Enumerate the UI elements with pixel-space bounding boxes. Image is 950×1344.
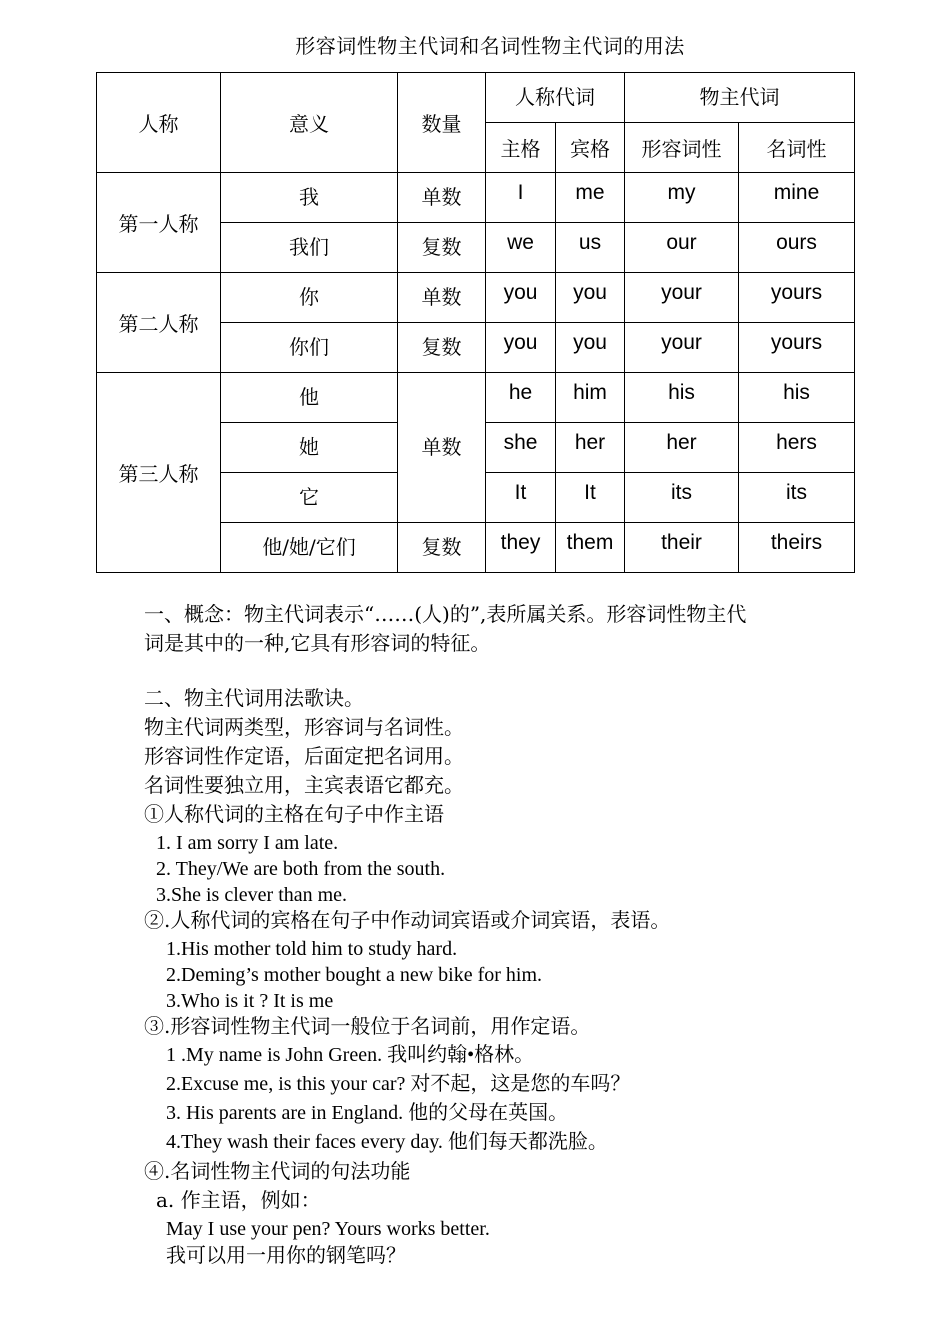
subject-cell: It bbox=[486, 473, 556, 523]
section-2-example-1: 1.His mother told him to study hard. bbox=[166, 938, 458, 960]
number-cell: 单数 bbox=[398, 173, 486, 223]
adjectival-cell: her bbox=[625, 423, 739, 473]
header-row-1 bbox=[97, 73, 855, 123]
rhyme-line-3: 名词性要独立用，主宾表语它都充。 bbox=[144, 773, 464, 797]
meaning-cell: 你们 bbox=[221, 323, 398, 373]
adjectival-cell: my bbox=[625, 173, 739, 223]
subject-cell: he bbox=[486, 373, 556, 423]
group-second-person: 第二人称 bbox=[97, 273, 221, 373]
meaning-cell: 他 bbox=[221, 373, 398, 423]
nominal-cell: theirs bbox=[739, 523, 855, 573]
nominal-cell: ours bbox=[739, 223, 855, 273]
section-4-example-en: May I use your pen? Yours works better. bbox=[166, 1218, 490, 1240]
object-cell: me bbox=[556, 173, 625, 223]
nominal-cell: mine bbox=[739, 173, 855, 223]
nominal-cell: his bbox=[739, 373, 855, 423]
concept-line-1: 一、概念：物主代词表示“……(人)的”,表所属关系。形容词性物主代 bbox=[144, 602, 747, 626]
object-cell: her bbox=[556, 423, 625, 473]
group-third-person: 第三人称 bbox=[97, 373, 221, 573]
header-personal-pronoun: 人称代词 bbox=[486, 73, 625, 123]
meaning-cell: 你 bbox=[221, 273, 398, 323]
rhyme-title: 二、物主代词用法歌诀。 bbox=[144, 686, 364, 710]
section-3-example-4: 4.They wash their faces every day. 他们每天都洗脸。 bbox=[166, 1131, 608, 1153]
header-adjectival: 形容词性 bbox=[625, 123, 739, 173]
meaning-cell: 她 bbox=[221, 423, 398, 473]
section-1-example-3: 3.She is clever than me. bbox=[156, 884, 348, 906]
table-row bbox=[97, 273, 855, 323]
number-cell: 单数 bbox=[398, 273, 486, 323]
section-3-example-2: 2.Excuse me, is this your car? 对不起，这是您的车吗？ bbox=[166, 1073, 631, 1095]
section-2-example-2: 2.Deming’s mother bought a new bike for him. bbox=[166, 964, 543, 986]
group-first-person: 第一人称 bbox=[97, 173, 221, 273]
header-subject: 主格 bbox=[486, 123, 556, 173]
number-cell: 单数 bbox=[398, 373, 486, 523]
section-2-title: ②.人称代词的宾格在句子中作动词宾语或介词宾语，表语。 bbox=[144, 908, 671, 932]
meaning-cell: 我们 bbox=[221, 223, 398, 273]
nominal-cell: hers bbox=[739, 423, 855, 473]
adjectival-cell: their bbox=[625, 523, 739, 573]
adjectival-cell: your bbox=[625, 323, 739, 373]
table-row bbox=[97, 373, 855, 423]
number-cell: 复数 bbox=[398, 223, 486, 273]
rhyme-line-2: 形容词性作定语，后面定把名词用。 bbox=[144, 744, 464, 768]
adjectival-cell: his bbox=[625, 373, 739, 423]
header-nominal: 名词性 bbox=[739, 123, 855, 173]
section-4-item-a: a. 作主语，例如： bbox=[156, 1188, 321, 1212]
subject-cell: we bbox=[486, 223, 556, 273]
page-title: 形容词性物主代词和名词性物主代词的用法 bbox=[295, 34, 685, 58]
adjectival-cell: its bbox=[625, 473, 739, 523]
table-row bbox=[97, 173, 855, 223]
subject-cell: you bbox=[486, 273, 556, 323]
concept-line-2: 词是其中的一种,它具有形容词的特征。 bbox=[144, 631, 491, 655]
nominal-cell: yours bbox=[739, 323, 855, 373]
object-cell: you bbox=[556, 323, 625, 373]
pronoun-table bbox=[96, 72, 855, 573]
header-object: 宾格 bbox=[556, 123, 625, 173]
number-cell: 复数 bbox=[398, 523, 486, 573]
subject-cell: you bbox=[486, 323, 556, 373]
meaning-cell: 它 bbox=[221, 473, 398, 523]
section-3-title: ③.形容词性物主代词一般位于名词前，用作定语。 bbox=[144, 1014, 591, 1038]
section-3-example-3: 3. His parents are in England. 他的父母在英国。 bbox=[166, 1102, 569, 1124]
subject-cell: they bbox=[486, 523, 556, 573]
object-cell: them bbox=[556, 523, 625, 573]
section-1-example-2: 2. They/We are both from the south. bbox=[156, 858, 446, 880]
header-person: 人称 bbox=[97, 73, 221, 173]
object-cell: you bbox=[556, 273, 625, 323]
object-cell: him bbox=[556, 373, 625, 423]
section-4-title: ④.名词性物主代词的句法功能 bbox=[144, 1159, 411, 1183]
section-1-example-1: 1. I am sorry I am late. bbox=[156, 832, 339, 854]
number-cell: 复数 bbox=[398, 323, 486, 373]
header-meaning: 意义 bbox=[221, 73, 398, 173]
header-possessive-pronoun: 物主代词 bbox=[625, 73, 855, 123]
subject-cell: she bbox=[486, 423, 556, 473]
meaning-cell: 他/她/它们 bbox=[221, 523, 398, 573]
rhyme-line-1: 物主代词两类型，形容词与名词性。 bbox=[144, 715, 464, 739]
section-3-example-1: 1 .My name is John Green. 我叫约翰•格林。 bbox=[166, 1044, 535, 1066]
section-2-example-3: 3.Who is it ? It is me bbox=[166, 990, 334, 1012]
subject-cell: I bbox=[486, 173, 556, 223]
adjectival-cell: your bbox=[625, 273, 739, 323]
nominal-cell: its bbox=[739, 473, 855, 523]
adjectival-cell: our bbox=[625, 223, 739, 273]
meaning-cell: 我 bbox=[221, 173, 398, 223]
section-1-title: ①人称代词的主格在句子中作主语 bbox=[144, 802, 444, 826]
header-number: 数量 bbox=[398, 73, 486, 173]
section-4-example-cn: 我可以用一用你的钢笔吗？ bbox=[166, 1243, 406, 1267]
nominal-cell: yours bbox=[739, 273, 855, 323]
object-cell: It bbox=[556, 473, 625, 523]
object-cell: us bbox=[556, 223, 625, 273]
